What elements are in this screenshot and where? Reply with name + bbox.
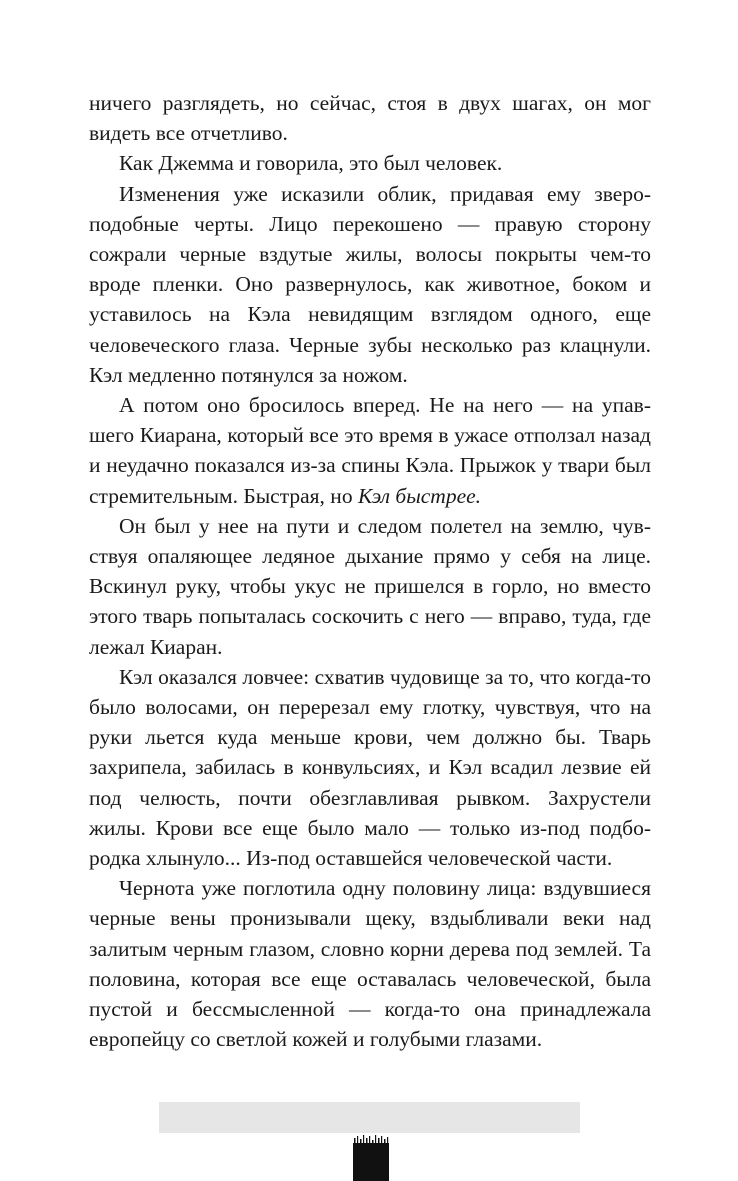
footer-ornament-icon bbox=[353, 1135, 389, 1181]
body-text bbox=[89, 88, 651, 1055]
paragraph-3: Изменения уже исказили облик, придавая ему звероподобные черты. Лицо перекошено — правую сторону сожрали черные вздутые жилы, волосы покрыты чем-то вроде пленки. Оно развернулось, как животное, боком и уставилось на Кэла невидящим взглядом одного, еще человеческого глаза. Черные зубы несколько раз клацнули. Кэл медленно потянулся за ножом. bbox=[89, 181, 651, 387]
paragraph-5: Он был у нее на пути и следом полетел на землю, чувствуя опаляющее ледяное дыхание прямо у себя на лице. Вскинул руку, чтобы укус не пришелся в горло, но вместо этого тварь попыталась соскочить с него — вправо, туда, где лежал Киаран. bbox=[89, 513, 651, 659]
paragraph-4-text: А потом оно бросилось вперед. Не на него — на упавшего Киарана, который все это время в ужасе отползал назад и неудачно показался из-за спины Кэла. Прыжок у твари был стремительным. Быстрая, но bbox=[89, 393, 651, 508]
paragraph-7: Чернота уже поглотила одну половину лица: вздувшиеся черные вены пронизывали щеку, вздыбливали веки над залитым черным глазом, словно корни дерева под землей. Та половина, которая все еще оставалась человеческой, была пустой и бессмысленной — когда-то она принадлежала европейцу со светлой кожей и голубыми глазами. bbox=[89, 876, 651, 1052]
paragraph-4 bbox=[89, 390, 651, 511]
paragraph-6: Кэл оказался ловчее: схватив чудовище за то, что когда-то было волосами, он перерезал ему глотку, чувствуя, что на руки льется куда меньше крови, чем должно бы. Тварь захрипела, забилась в конвульсиях, и Кэл всадил лезвие ей под челюсть, почти обезглавливая рывком. Захрустели жилы. Крови все еще было мало — только из-под подбородка хлынуло... Из-под оставшейся человеческой части. bbox=[89, 664, 651, 871]
paragraph-4-italic: Кэл быстрее. bbox=[357, 483, 482, 508]
paragraph-2: Как Джемма и говорила, это был человек. bbox=[119, 151, 503, 176]
paragraph-1: ничего разглядеть, но сейчас, стоя в двух шагах, он мог видеть все отчетливо. bbox=[89, 91, 651, 146]
footer-band bbox=[159, 1102, 580, 1133]
